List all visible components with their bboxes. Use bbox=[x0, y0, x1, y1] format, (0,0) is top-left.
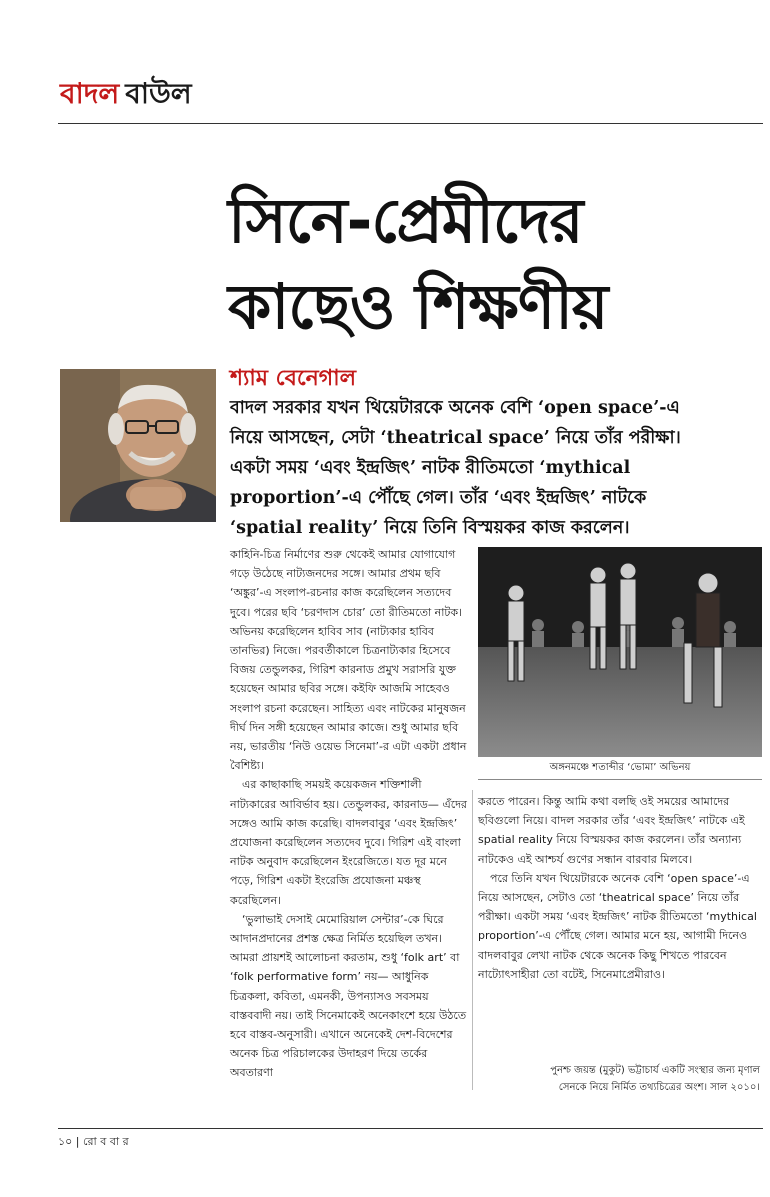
standfirst-line: ‘spatial reality’ নিয়ে তিনি বিস্ময়কর কাজ করলেন। bbox=[230, 518, 630, 538]
credit-note bbox=[478, 1062, 760, 1096]
section-header bbox=[60, 72, 192, 119]
author-portrait bbox=[60, 369, 216, 522]
section-label-red: বাদল bbox=[60, 77, 120, 110]
page-number: ১০ bbox=[58, 1135, 73, 1148]
body-column-2 bbox=[478, 792, 760, 984]
photo-caption: অঙ্গনমঞ্চে শতাব্দীর ‘ভোমা’ অভিনয় bbox=[478, 757, 762, 780]
folio-separator: | bbox=[75, 1135, 83, 1148]
folio bbox=[58, 1133, 129, 1152]
author-byline: শ্যাম বেনেগাল bbox=[230, 366, 356, 391]
author-portrait-illustration bbox=[60, 369, 216, 522]
column-divider bbox=[472, 790, 473, 1090]
standfirst-line: proportion’-এ পৌঁছে গেল। তাঁর ‘এবং ইন্দ্রজিৎ’ নাটকে bbox=[230, 488, 647, 508]
section-label-black: বাউল bbox=[125, 77, 192, 110]
standfirst bbox=[230, 393, 760, 543]
credit-note-line: পুনশ্চ জয়ন্ত (মুকুট) ভট্টাচার্য একটি সংস্থার জন্য মৃণাল bbox=[550, 1065, 760, 1076]
standfirst-line: বাদল সরকার যখন থিয়েটারকে অনেক বেশি ‘open space’-এ bbox=[230, 398, 680, 418]
standfirst-line: একটা সময় ‘এবং ইন্দ্রজিৎ’ নাটক রীতিমতো ‘mythical bbox=[230, 458, 631, 478]
header-rule bbox=[58, 123, 763, 124]
body-paragraph: ‘ভুলাভাই দেসাই মেমোরিয়াল সেন্টার’-কে ঘিরে আদানপ্রদানের প্রশস্ত ক্ষেত্র নির্মিত হয়েছিল তখন। আমরা প্রায়শই আলোচনা করতাম, শুধু ‘folk art’ বা ‘folk performative form’ নয়— আধুনিক চিত্রকলা, কবিতা, এমনকী, উপন্যাসও সবসময় বাস্তববাদী নয়। তাই সিনেমাকেই অনেকাংশে হয়ে উঠতে হবে বাস্তব-অনুসারী। এখানে অনেকেই দেশ-বিদেশের অনেক চিত্র পরিচালকের উদাহরণ দিয়ে তর্কের অবতারণা bbox=[230, 912, 467, 1080]
publication-name: রো ব বা র bbox=[83, 1135, 129, 1148]
credit-note-line: সেনকে নিয়ে নির্মিত তথ্যচিত্রের অংশ। সাল ২০১০। bbox=[558, 1082, 760, 1093]
footer-rule bbox=[58, 1128, 763, 1129]
headline-line-1: সিনে-প্রেমীদের bbox=[228, 184, 583, 257]
standfirst-line: নিয়ে আসছেন, সেটা ‘theatrical space’ নিয়ে তাঁর পরীক্ষা। bbox=[230, 428, 681, 448]
headline bbox=[228, 178, 728, 350]
body-column-1 bbox=[230, 545, 468, 1083]
stage-photo bbox=[478, 547, 762, 757]
body-paragraph: কাহিনি-চিত্র নির্মাণের শুরু থেকেই আমার যোগাযোগ গড়ে উঠেছে নাট্যজনদের সঙ্গে। আমার প্রথম ছবি ‘অঙ্কুর’-এ সংলাপ-রচনার কাজ করেছিলেন সত্যদেব দুবে। পরের ছবি ‘চরণদাস চোর’ তো রীতিমতো নাটক। অভিনয় করেছিলেন হাবিব সাব (নাট্যকার হাবিব তানভির) নিজে। পরবর্তীকালে চিত্রনাট্যকার হিসেবে বিজয় তেন্ডুলকর, গিরিশ কারনাড প্রমুখ সরাসরি যুক্ত হয়েছেন আমার ছবির সঙ্গে। কইফি আজমি সাহেবও সংলাপ রচনা করেছেন। সাহিত্য এবং নাটকের মানুষজন দীর্ঘ দিন সঙ্গী হয়েছেন আমার কাজে। শুধু আমার ছবি নয়, ভারতীয় ‘নিউ ওয়েভ সিনেমা’-র এটা একটা প্রধান বৈশিষ্ট্য। bbox=[230, 548, 467, 773]
body-paragraph: পরে তিনি যখন থিয়েটারকে অনেক বেশি ‘open space’-এ নিয়ে আসছেন, সেটাও তো ‘theatrical space’ নিয়ে তাঁর পরীক্ষা। একটা সময় ‘এবং ইন্দ্রজিৎ’ নাটক রীতিমতো ‘mythical proportion’-এ পৌঁছে গেল। আমার মনে হয়, আগামী দিনেও বাদলবাবুর লেখা নাটক থেকে অনেক কিছু শিখতে পারবেন নাট্যোৎসাহীরা তো বটেই, সিনেমাপ্রেমীরাও। bbox=[478, 871, 757, 981]
stage-photo-illustration bbox=[478, 547, 762, 757]
body-paragraph: এর কাছাকাছি সময়ই কয়েকজন শক্তিশালী নাট্যকারের আবির্ভাব হয়। তেন্ডুলকর, কারনাড— এঁদের সঙ্গেও আমি কাজ করেছি। বাদলবাবুর ‘এবং ইন্দ্রজিৎ’ প্রযোজনা করেছিলেন সত্যদেব দুবে। গিরিশ এই বাংলা নাটক অনুবাদ করেছিলেন ইংরেজিতে। যত দূর মনে পড়ে, গিরিশ একটা ইংরেজি প্রযোজনা মঞ্চস্থ করেছিলেন। bbox=[230, 778, 467, 907]
headline-line-2: কাছেও শিক্ষণীয় bbox=[228, 270, 608, 343]
body-paragraph: করতে পারেন। কিন্তু আমি কথা বলছি ওই সময়ের আমাদের ছবিগুলো নিয়ে। বাদল সরকার তাঁর ‘এবং ইন্দ্রজিৎ’ নাটকে এই spatial reality নিয়ে বিস্ময়কর কাজ করলেন। তাঁর অন্যান্য নাটকেও এই আশ্চর্য গুণের সন্ধান বারবার মিলবে। bbox=[478, 795, 745, 866]
